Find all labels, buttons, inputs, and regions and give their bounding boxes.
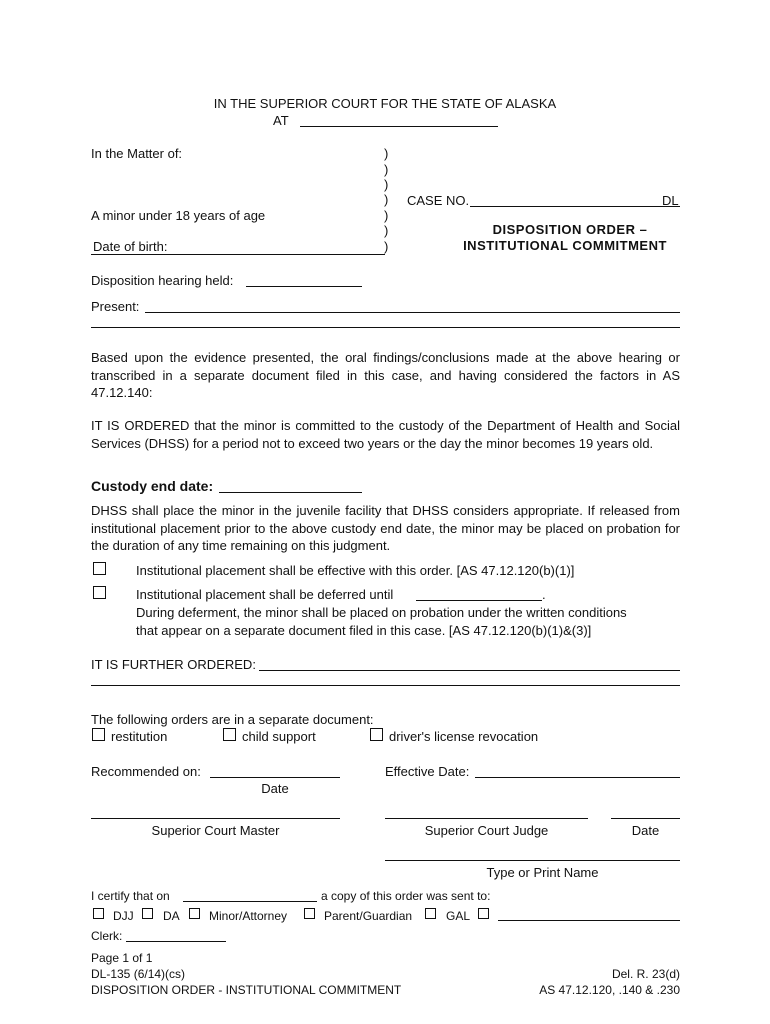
parent-guardian-checkbox[interactable] [304,908,315,919]
judge-label: Superior Court Judge [424,823,549,838]
certify-label: I certify that on [91,889,170,903]
restitution-checkbox[interactable] [92,728,105,741]
minor-label: A minor under 18 years of age [91,208,266,223]
caption-paren: ) [384,177,389,192]
minor-attorney-checkbox[interactable] [189,908,200,919]
further-ordered-label: IT IS FURTHER ORDERED: [91,657,256,672]
judge-signature-field[interactable] [385,818,588,819]
caption-paren: ) [384,239,389,254]
hearing-date-field[interactable] [246,286,362,287]
delinquency-rule: Del. R. 23(d) [611,967,680,981]
case-no-label: CASE NO. [407,193,470,208]
evidence-paragraph: Based upon the evidence presented, the oral findings/conclusions made at the above hearing or transcribed in a separate document filed in this case, and having considered the factors in AS 47.12.140: [91,350,680,400]
ordered-paragraph: IT IS ORDERED that the minor is committed to the custody of the Department of Health and Social Services (DHSS) for a period not to exceed two years or the day the minor becomes 19 years old. [91,418,680,451]
further-ordered-field-continued[interactable] [91,685,680,686]
parent-guardian-label: Parent/Guardian [324,909,413,923]
da-checkbox[interactable] [142,908,153,919]
form-title: DISPOSITION ORDER - INSTITUTIONAL COMMITMENT [91,983,402,997]
clerk-label: Clerk: [91,929,123,943]
separate-orders-heading: The following orders are in a separate document: [91,712,374,727]
document-title-line1: DISPOSITION ORDER – [492,222,648,237]
page-number: Page 1 of 1 [91,951,153,965]
dob-field[interactable] [91,254,385,255]
copy-sent-label: a copy of this order was sent to: [321,889,491,903]
deferment-conditions-text: that appear on a separate document filed in this case. [AS 47.12.120(b)(1)&(3)] [136,623,592,638]
dob-label: Date of birth: [93,239,168,254]
caption-paren: ) [384,162,389,177]
child-support-label: child support [242,729,316,744]
document-title-line2: INSTITUTIONAL COMMITMENT [463,238,667,253]
at-label: AT [273,113,289,128]
license-revocation-checkbox[interactable] [370,728,383,741]
form-number: DL-135 (6/14)(cs) [91,967,186,981]
minor-attorney-label: Minor/Attorney [209,909,288,923]
effective-date-label: Effective Date: [385,764,470,779]
clerk-field[interactable] [126,941,226,942]
statute-reference: AS 47.12.120, .140 & .230 [539,983,680,997]
effective-placement-text: Institutional placement shall be effective with this order. [AS 47.12.120(b)(1)] [136,563,575,578]
case-no-field[interactable] [470,206,660,207]
effective-placement-checkbox[interactable] [93,562,106,575]
hearing-held-label: Disposition hearing held: [91,273,234,288]
caption-paren: ) [384,208,389,223]
djj-label: DJJ [113,909,134,923]
license-revocation-label: driver's license revocation [389,729,539,744]
deferred-until-field[interactable] [416,600,542,601]
dhss-paragraph: DHSS shall place the minor in the juvenile facility that DHSS considers appropriate. If released from institutional placement prior to the above custody end date, the minor may be placed on probation for the duration of any time remaining on this judgment. [91,503,680,553]
case-suffix: DL [662,193,679,208]
master-label: Superior Court Master [151,823,280,838]
print-name-label: Type or Print Name [486,865,599,880]
djj-checkbox[interactable] [93,908,104,919]
effective-date-field[interactable] [475,777,680,778]
matter-label: In the Matter of: [91,146,183,161]
recommended-date-field[interactable] [210,777,340,778]
further-ordered-field[interactable] [259,670,680,671]
recommended-date-caption: Date [261,781,289,796]
custody-end-label: Custody end date: [91,478,214,494]
custody-end-field[interactable] [219,492,362,493]
child-support-checkbox[interactable] [223,728,236,741]
judge-date-field[interactable] [611,818,680,819]
caption-paren: ) [384,223,389,238]
restitution-label: restitution [111,729,168,744]
master-signature-field[interactable] [91,818,340,819]
deferred-placement-checkbox[interactable] [93,586,106,599]
caption-paren: ) [384,192,389,207]
other-recipient-field[interactable] [498,920,680,921]
caption-paren: ) [384,146,389,161]
certify-date-field[interactable] [183,901,317,902]
court-heading: IN THE SUPERIOR COURT FOR THE STATE OF ALASKA [213,96,557,111]
gal-label: GAL [446,909,471,923]
print-name-field[interactable] [385,860,680,861]
court-location-field[interactable] [300,126,498,127]
gal-checkbox[interactable] [425,908,436,919]
other-recipient-checkbox[interactable] [478,908,489,919]
deferment-probation-text: During deferment, the minor shall be placed on probation under the written conditions [136,605,627,620]
judge-date-label: Date [631,823,660,838]
recommended-on-label: Recommended on: [91,764,201,779]
present-label: Present: [91,299,140,314]
da-label: DA [163,909,180,923]
deferred-period: . [542,587,546,602]
present-field[interactable] [145,312,680,313]
case-suffix-underline [660,206,680,207]
deferred-placement-text: Institutional placement shall be deferred until [136,587,394,602]
present-field-continued[interactable] [91,327,680,328]
